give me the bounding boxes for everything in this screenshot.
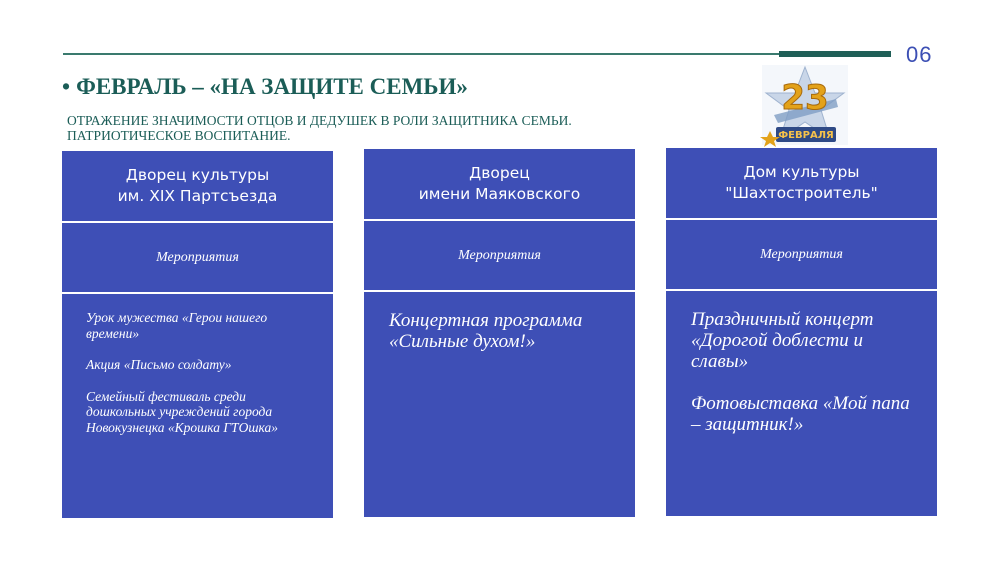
events-list xyxy=(364,292,635,517)
title-bullet: • xyxy=(62,74,71,99)
event-item: Семейный фестиваль среди дошкольных учреждений города Новокузнецка «Крошка ГТОшка» xyxy=(86,388,278,435)
events-list xyxy=(666,291,937,516)
venue-header-line: имени Маяковского xyxy=(418,185,581,203)
page-number: 06 xyxy=(906,42,933,67)
venue-column-1 xyxy=(62,151,333,518)
subtitle-line: ПАТРИОТИЧЕСКОЕ ВОСПИТАНИЕ. xyxy=(67,128,291,143)
event-item: Праздничный концерт «Дорогой доблести и славы» xyxy=(691,309,874,372)
badge-number: 23 xyxy=(781,78,829,118)
slide-subtitle xyxy=(67,113,707,143)
events-subheader: Мероприятия xyxy=(364,221,635,290)
subtitle-line: ОТРАЖЕНИЕ ЗНАЧИМОСТИ ОТЦОВ И ДЕДУШЕК В РОЛИ ЗАЩИТНИКА СЕМЬИ. xyxy=(67,113,572,128)
venue-column-3 xyxy=(666,148,937,516)
venue-header xyxy=(62,151,333,221)
events-subheader: Мероприятия xyxy=(666,220,937,289)
venue-header xyxy=(666,148,937,218)
venue-header xyxy=(364,149,635,219)
title-text: ФЕВРАЛЬ – «НА ЗАЩИТЕ СЕМЬИ» xyxy=(76,74,468,99)
event-item: Концертная программа «Сильные духом!» xyxy=(389,310,583,352)
venue-column-2 xyxy=(364,149,635,517)
february-23-badge-icon xyxy=(760,63,850,147)
venue-header-line: Дворец xyxy=(469,164,530,182)
venue-header-line: Дворец культуры xyxy=(125,166,270,184)
header-accent-bar xyxy=(779,51,891,57)
venue-header-line: Дом культуры xyxy=(743,163,860,181)
events-subheader: Мероприятия xyxy=(62,223,333,292)
event-item: Акция «Письмо солдату» xyxy=(86,357,232,372)
event-item: Фотовыставка «Мой папа – защитник!» xyxy=(691,393,910,435)
badge-label: ФЕВРАЛЯ xyxy=(778,130,834,141)
slide-title xyxy=(62,74,468,100)
events-list xyxy=(62,294,333,518)
venue-header-line: им. XIX Партсъезда xyxy=(117,187,278,205)
header-divider-line xyxy=(63,53,779,55)
event-item: Урок мужества «Герои нашего времени» xyxy=(86,310,268,341)
venue-header-line: "Шахтостроитель" xyxy=(725,184,878,202)
